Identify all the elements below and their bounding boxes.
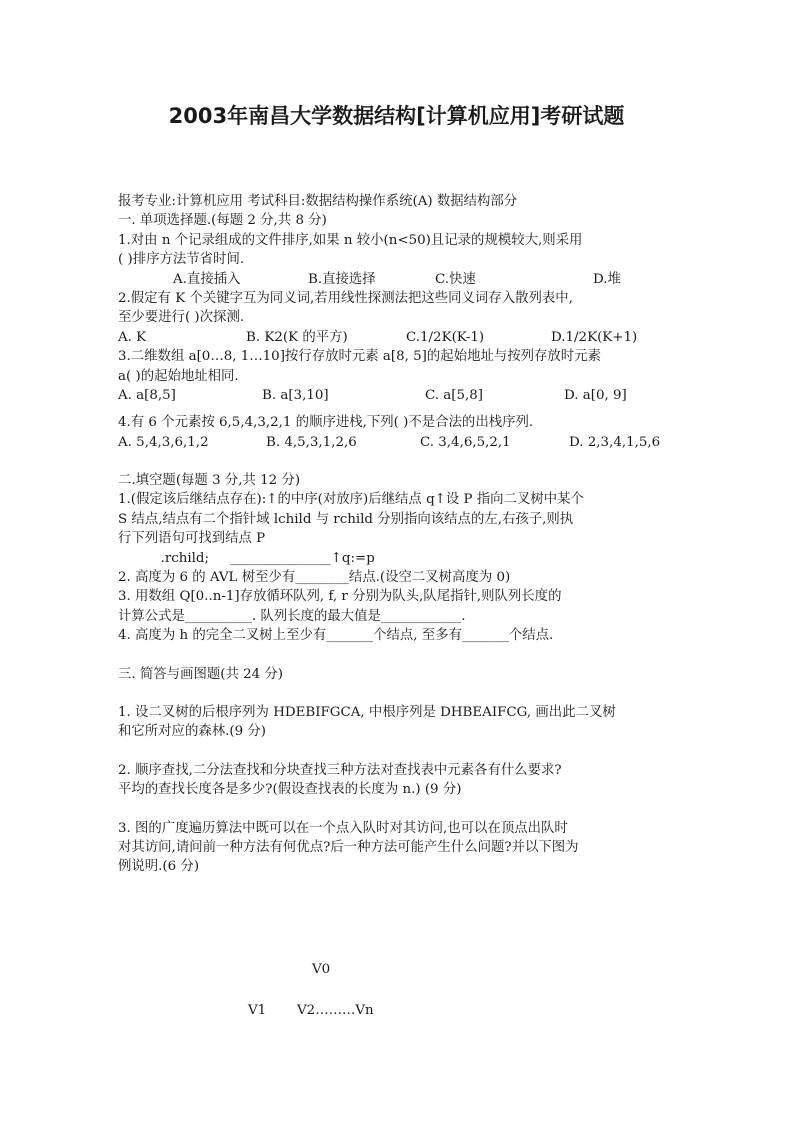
question-text: 3. 用数组 Q[0..n-1]存放循环队列, f, r 分别为队头,队尾指针,则队列长度的 [118, 589, 562, 605]
option-c: C. 3,4,6,5,2,1 [420, 434, 511, 450]
graph-node-v2-vn: V2………Vn [297, 1003, 374, 1018]
question-text: 2.假定有 K 个关键字互为同义词,若用线性探测法把这些同义词存入散列表中, [118, 290, 573, 306]
question-text: 3.二维数组 a[0…8, 1…10]按行存放时元素 a[8, 5]的起始地址与按列存放时元素 [118, 349, 601, 365]
section1-heading: 一. 单项选择题.(每题 2 分,共 8 分) [118, 213, 327, 229]
question-text: 行下列语句可找到结点 P [118, 531, 266, 547]
option-b: B. a[3,10] [262, 387, 329, 403]
option-a: A.直接插入 [173, 271, 241, 287]
option-d: D. 2,3,4,1,5,6 [569, 434, 661, 450]
option-a: A. K [118, 329, 147, 345]
graph-node-v1: V1 [248, 1003, 267, 1018]
option-d: D. a[0, 9] [564, 387, 627, 403]
question-text: ( )排序方法节省时间. [118, 252, 245, 268]
question-text: 1.(假定该后继结点存在):↑的中序(对放序)后继结点 q↑设 P 指向二叉树中某个 [118, 492, 584, 508]
option-c: C.1/2K(K-1) [406, 329, 485, 345]
section2-heading: 二.填空题(每题 3 分,共 12 分) [118, 473, 301, 489]
option-c: C.快速 [435, 271, 476, 287]
option-d: D.堆 [593, 271, 621, 287]
option-c: C. a[5,8] [425, 387, 484, 403]
exam-header-line: 报考专业:计算机应用 考试科目:数据结构操作系统(A) 数据结构部分 [118, 194, 518, 209]
question-text: 平均的查找长度各是多少?(假设查找表的长度为 n.) (9 分) [118, 782, 462, 798]
option-a: A. a[8,5] [118, 387, 176, 403]
question-text: 3. 图的广度遍历算法中既可以在一个点入队时对其访问,也可以在顶点出队时 [118, 820, 568, 836]
question-text: 计算公式是__________. 队列长度的最大值是____________. [118, 608, 466, 624]
question-text: 1.对由 n 个记录组成的文件排序,如果 n 较小(n<50)且记录的规模较大,则采用 [118, 232, 583, 248]
option-a: A. 5,4,3,6,1,2 [118, 434, 209, 450]
question-text: 1. 设二叉树的后根序列为 HDEBIFGCA, 中根序列是 DHBEAIFCG, 画出此二叉树 [118, 704, 616, 720]
section3-heading: 三. 简答与画图题(共 24 分) [118, 666, 284, 682]
option-d: D.1/2K(K+1) [551, 329, 638, 345]
question-text: 例说明.(6 分) [118, 859, 200, 875]
option-b: B.直接选择 [308, 271, 376, 287]
question-text: 4. 高度为 h 的完全二叉树上至少有_______个结点, 至多有_______个结点. [118, 628, 554, 644]
question-text: 2. 顺序查找,二分法查找和分块查找三种方法对查找表中元素各有什么要求? [118, 762, 562, 778]
question-text: .rchild; _______________↑q:=p [118, 550, 375, 566]
question-text: 4.有 6 个元素按 6,5,4,3,2,1 的顺序进栈,下列( )不是合法的出栈序列. [118, 415, 534, 431]
question-text: 对其访问,请问前一种方法有何优点?后一种方法可能产生什么问题?并以下图为 [118, 839, 579, 855]
question-text: a( )的起始地址相同. [118, 368, 239, 384]
graph-node-v0: V0 [312, 962, 331, 977]
question-text: 至少要进行( )次探测. [118, 310, 245, 326]
question-text: 2. 高度为 6 的 AVL 树至少有________结点.(设空二叉树高度为 0) [118, 570, 511, 586]
option-b: B. K2(K 的平方) [246, 329, 348, 345]
option-b: B. 4,5,3,1,2,6 [266, 434, 357, 450]
page-title: 2003年南昌大学数据结构[计算机应用]考研试题 [168, 104, 625, 128]
question-text: S 结点,结点有二个指针域 lchild 与 rchild 分别指向该结点的左,右孩子,则执 [118, 511, 574, 527]
question-text: 和它所对应的森林.(9 分) [118, 724, 266, 740]
